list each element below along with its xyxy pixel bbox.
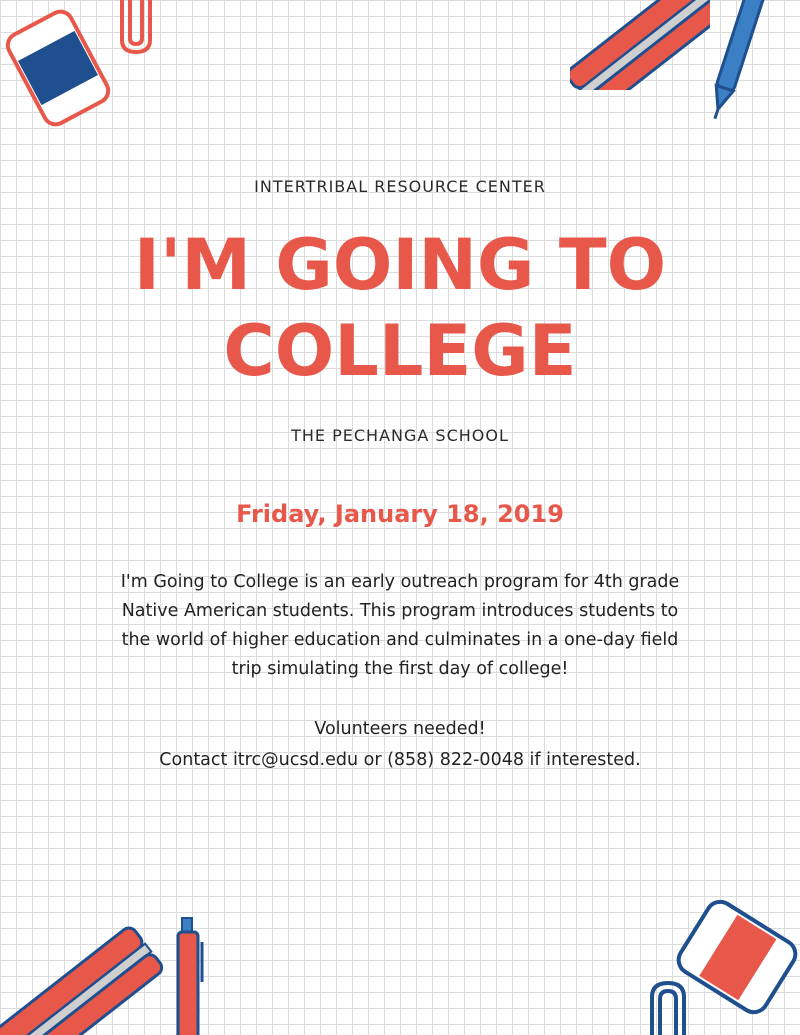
program-description: I'm Going to College is an early outreach program for 4th grade Native American students. This program introduces students to the world of higher education and culminates in a one-day field trip simulating the first day of college! <box>120 572 680 679</box>
volunteer-headline: Volunteers needed! <box>314 719 486 739</box>
school-name: THE PECHANGA SCHOOL <box>291 426 509 445</box>
volunteer-callout <box>0 714 800 776</box>
title-line-2: COLLEGE <box>223 310 577 392</box>
page-title <box>0 222 800 394</box>
event-date: Friday, January 18, 2019 <box>236 500 564 528</box>
organization-name: INTERTRIBAL RESOURCE CENTER <box>254 177 546 196</box>
title-line-1: I'M GOING TO <box>133 224 667 306</box>
contact-info: Contact itrc@ucsd.edu or (858) 822-0048 if interested. <box>159 750 641 770</box>
